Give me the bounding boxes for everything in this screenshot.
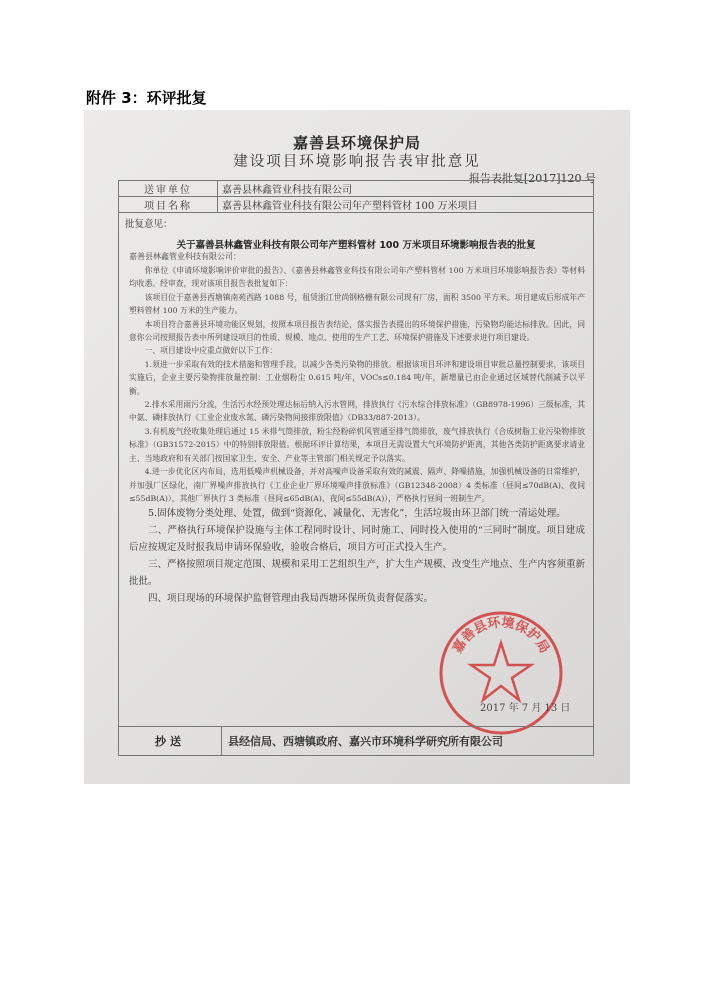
paragraph: 2.排水采用雨污分流，生活污水经预处理达标后纳入污水管网，排放执行《污水综合排放标准》（GB8978-1996）三级标准，其中氨、磷排放执行《工业企业废水氮、磷污染物间接排放限值》（DB33/887-2013）。 — [129, 400, 585, 423]
paragraph: 本项目符合嘉善县环境功能区规划，按照本项目报告表结论，落实报告表提出的环境保护措施，污染物均能达标排放。因此，同意你公司按照报告表中所列建设项目的性质、规模、地点、使用的生产工艺、环境保护措施及下述要求进行项目建设。 — [129, 319, 585, 343]
seal-text: 嘉善县环境保护局 — [450, 615, 552, 656]
project-row — [119, 197, 594, 213]
official-seal — [436, 608, 566, 738]
cc-row — [119, 727, 594, 756]
project-label: 项目名称 — [119, 197, 218, 213]
paragraph: 三、严格按照项目规定范围、规模和采用工艺组织生产，扩大生产规模、改变生产地点、生产内容须重新批批。 — [129, 559, 586, 588]
paragraph: 1.须进一步采取有效的技术措施和管理手段，以减少各类污染物的排放。根据该项目环评和建设项目审批总量控制要求，该项目实施后，企业主要污染物排放量控制：工业烟粉尘 0.615 吨/年，VOCs≤0.184 吨/年，新增量已由企业通过区域替代削减予以平衡。 — [129, 359, 585, 396]
paragraph: 3.有机废气经收集处理后通过 15 米排气筒排放，粉尘经粉碎机风管通至排气筒排放，废气排放执行《合成树脂工业污染物排放标准》（GB31572-2015）中的特别排放限值。根据环评计算结果，本项目无需设置大气环境防护距离，其他各类防护距离要求请业主、当地政府和有关部门按国家卫生、安全、产业等主管部门相关规定予以落实。 — [129, 426, 585, 463]
paragraph: 二、严格执行环境保护设施与主体工程同时设计、同时施工、同时投入使用的“三同时”制度。项目建成后应按规定及时报我局申请环保验收，验收合格后，项目方可正式投入生产。 — [129, 525, 585, 554]
cc-table — [118, 726, 594, 756]
approval-title: 关于嘉善县林鑫管业科技有限公司年产塑料管材 100 万米项目环境影响报告表的批复 — [176, 240, 536, 251]
cc-label: 抄送 — [119, 727, 222, 756]
paragraph: 你单位《申请环境影响评价审批的报告》、《嘉善县林鑫管业科技有限公司年产塑料管材 100 万米项目环境影响报告表》等材料均收悉。经审查，现对该项目报告表批复如下： — [129, 266, 585, 289]
project-value: 嘉善县林鑫管业科技有限公司年产塑料管材 100 万米项目 — [218, 197, 594, 213]
paragraph: 5.固体废物分类处理、处置，做到“资源化、减量化、无害化”，生活垃圾由环卫部门统一清运处理。 — [148, 508, 566, 520]
sender-label: 送审单位 — [119, 181, 218, 197]
sender-row — [119, 181, 594, 197]
info-table — [118, 180, 594, 213]
document-photo — [84, 110, 630, 784]
paragraph: 4.进一步优化区内布局，选用低噪声机械设备，并对高噪声设备采取有效的减震、隔声、降噪措施，加强机械设备的日常维护，并加强厂区绿化，南厂界噪声排放执行《工业企业厂界环境噪声排放标准》（GB12348-2008）4 类标准（昼间≤70dB(A)、夜间≤55dB(A)），其他厂界执行 3 类标准（昼间≤65dB(A)、夜间≤55dB(A)），严格执行昼间一班制生产。 — [129, 467, 585, 503]
document-number: 报告表批复[2017]120 号 — [468, 172, 596, 185]
paragraph: 该项目位于嘉善县西塘镇南苑西路 1088 号，租赁浙江世尚钢格栅有限公司现有厂房，面积 3500 平方米。项目建成后形成年产塑料管材 100 万米的生产能力。 — [129, 292, 585, 316]
approval-date: 2017 年 7 月 13 日 — [480, 703, 571, 714]
opinion-label: 批复意见： — [125, 219, 173, 230]
approval-body — [129, 264, 585, 607]
paragraph: 四、项目现场的环境保护监督管理由我局西塘环保所负责督促落实。 — [148, 593, 434, 605]
recipient: 嘉善县林鑫管业科技有限公司： — [129, 252, 241, 261]
appendix-heading: 附件 3：环评批复 — [86, 89, 207, 107]
org-title: 嘉善县环境保护局 — [292, 134, 421, 152]
approval-document — [84, 110, 630, 784]
sender-value: 嘉善县林鑫管业科技有限公司 — [218, 181, 594, 197]
document-title: 建设项目环境影响报告表审批意见 — [233, 154, 481, 170]
svg-text:嘉善县环境保护局 — [449, 614, 551, 656]
paragraph: 一、项目建设中应重点做好以下工作： — [144, 346, 278, 356]
cc-value: 县经信局、西塘镇政府、嘉兴市环境科学研究所有限公司 — [222, 727, 594, 756]
